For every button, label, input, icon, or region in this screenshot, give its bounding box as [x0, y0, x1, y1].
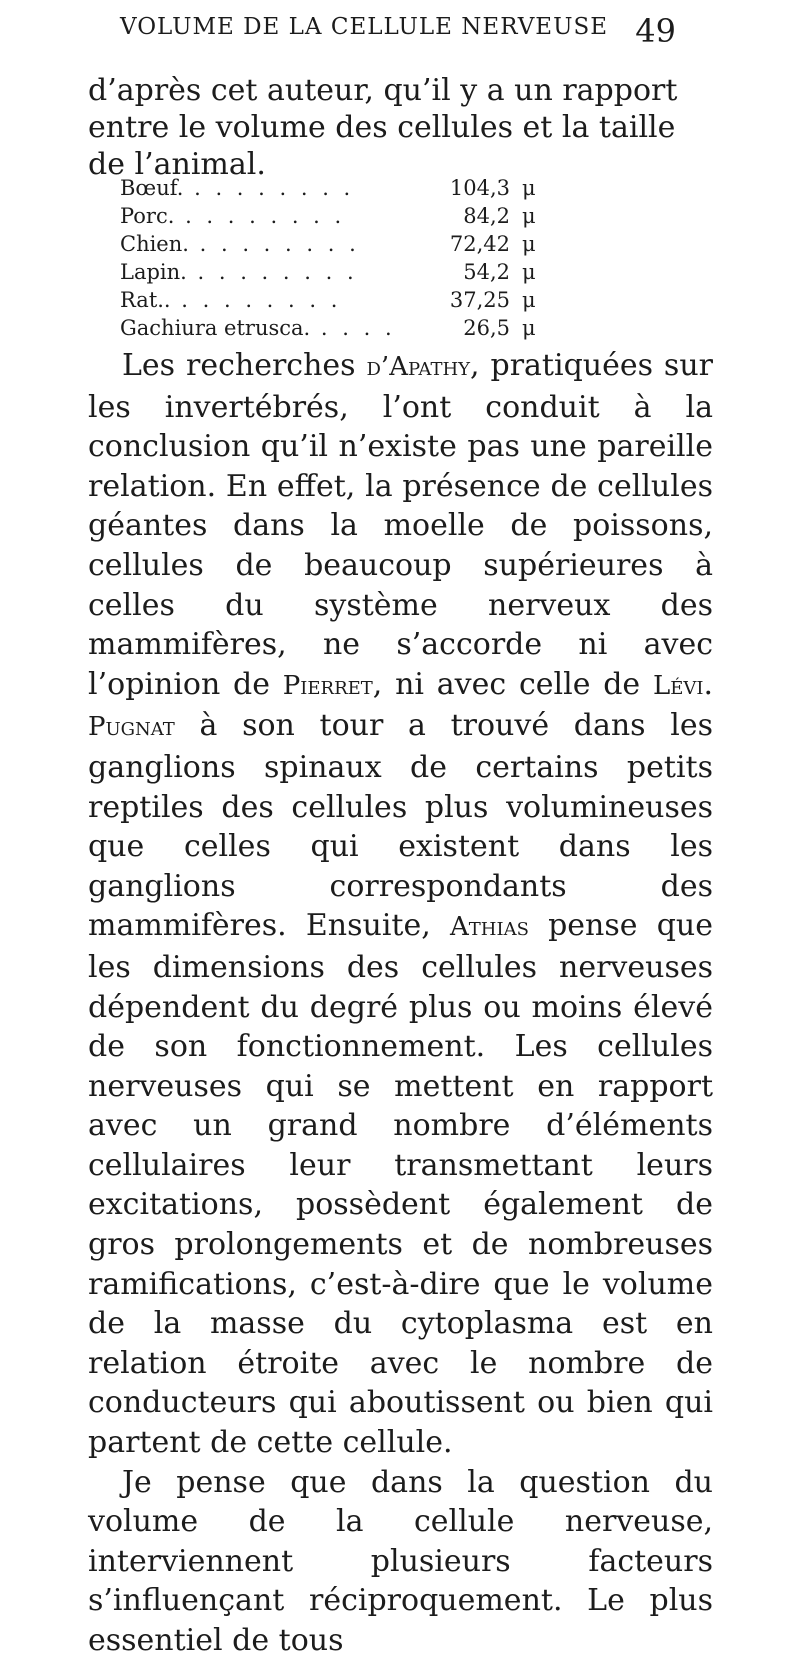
table-row — [120, 316, 680, 344]
leader-dots: . . . . . . . . — [170, 288, 342, 312]
cell-size-value: 37,25 — [449, 288, 510, 312]
table-row — [120, 260, 680, 288]
cell-size-value: 72,42 — [449, 232, 510, 256]
author-name: Lévi — [652, 670, 704, 701]
leader-dots: . . . . . . . . — [174, 204, 346, 228]
leader-dots: . . . . . . . . — [183, 176, 355, 200]
author-name: d’Apathy — [366, 352, 471, 382]
micron-unit: μ — [522, 316, 536, 340]
body-text — [88, 346, 713, 1661]
micron-unit: μ — [522, 232, 536, 256]
page-number: 49 — [635, 12, 676, 50]
author-name: Pugnat — [88, 712, 175, 743]
leader-dots: . . . . . . . . — [188, 232, 360, 256]
author-name: Pierret — [282, 670, 373, 701]
author-name: Athias — [449, 912, 529, 943]
table-row — [120, 288, 680, 316]
table-row — [120, 204, 680, 232]
cell-size-value: 104,3 — [449, 176, 510, 200]
micron-unit: μ — [522, 176, 536, 200]
micron-unit: μ — [522, 260, 536, 284]
leader-dots: . . . . — [310, 316, 396, 340]
micron-unit: μ — [522, 204, 536, 228]
cell-size-value: 84,2 — [463, 204, 510, 228]
animal-name: Porc. — [120, 204, 175, 228]
running-head: VOLUME DE LA CELLULE NERVEUSE — [120, 14, 609, 40]
leader-dots: . . . . . . . . — [186, 260, 358, 284]
table-row — [120, 176, 680, 204]
animal-name: Bœuf. — [120, 176, 184, 200]
cell-volume-table — [120, 176, 680, 344]
paragraph-apathy: Les recherches d’Apathy, pratiquées sur les invertébrés, l’ont conduit à la conclusion qu’il n’existe pas une pareille relation. En effet, la présence de cellules géantes dans la moelle de poissons, cellules de beaucoup supérieures à celles du système nerveux des mammifères, ne s’accorde ni avec l’opinion de Pierret, ni avec celle de Lévi. Pugnat à son tour a trouvé dans les ganglions spinaux de certains petits reptiles des cellules plus volumineuses que celles qui existent dans les ganglions correspondants des mammifères. Ensuite, Athias pense que les dimensions des cellules nerveuses dépendent du degré plus ou moins élevé de son fonctionnement. Les cellules nerveuses qui se mettent en rapport avec un grand nombre d’éléments cellulaires leur transmettant leurs excitations, possèdent également de gros prolongements et de nombreuses ramifications, c’est-à-dire que le volume de la masse du cytoplasma est en relation étroite avec le nombre de conducteurs qui aboutissent ou bien qui partent de cette cellule. — [88, 348, 714, 1461]
animal-name: Rat.. — [120, 288, 171, 312]
intro-paragraph: d’après cet auteur, qu’il y a un rapport entre le volume des cellules et la taille de l’animal. — [88, 73, 678, 182]
animal-name: Lapin. — [120, 260, 187, 284]
micron-unit: μ — [522, 288, 536, 312]
cell-size-value: 54,2 — [463, 260, 510, 284]
table-row — [120, 232, 680, 260]
cell-size-value: 26,5 — [463, 316, 510, 340]
animal-name: Gachiura etrusca. — [120, 316, 311, 340]
animal-name: Chien. — [120, 232, 189, 256]
paragraph-factors: Je pense que dans la question du volume de la cellule nerveuse, interviennent plusieurs facteurs s’influençant réciproquement. Le plus essentiel de tous — [88, 1464, 713, 1658]
